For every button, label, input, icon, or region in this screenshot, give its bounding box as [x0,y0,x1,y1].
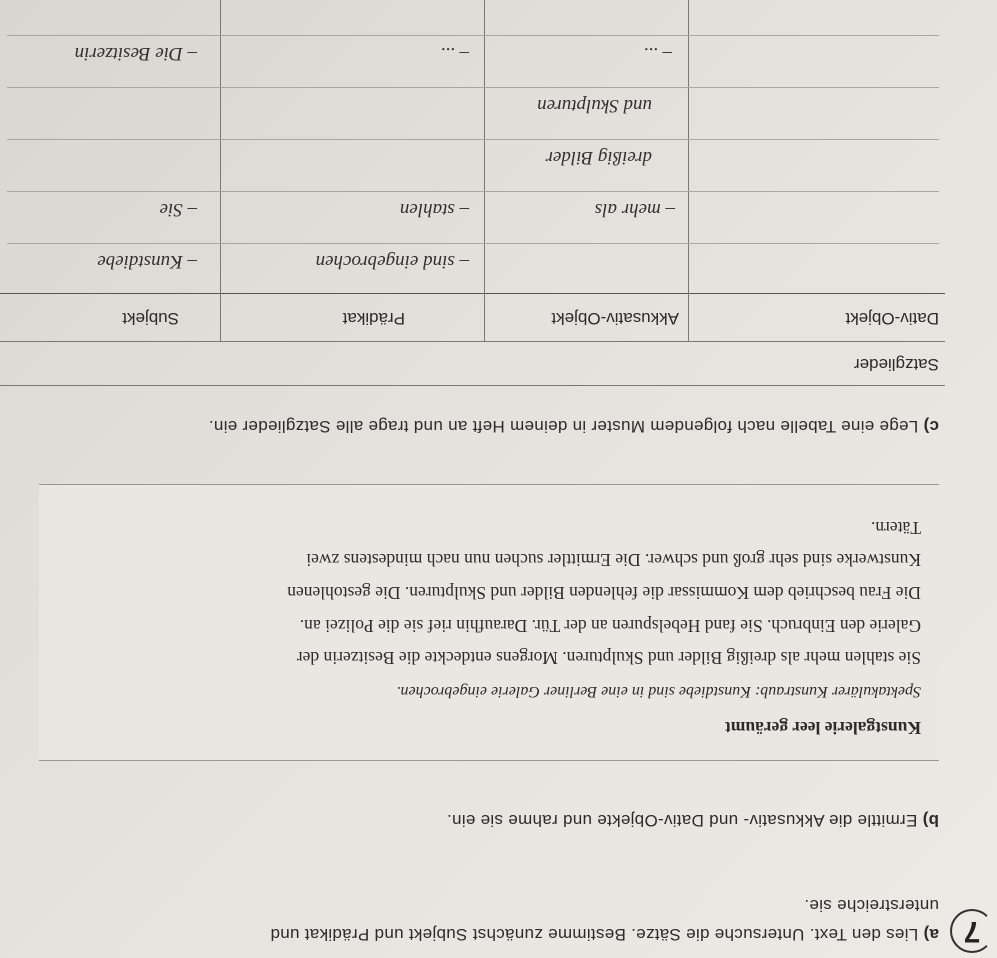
entry-praedikat: – sind eingebrochen [315,251,469,272]
entry-subjekt: – Sie [159,199,197,220]
task-a-text: Lies den Text. Untersuche die Sätze. Bestimme zunächst Subjekt und Prädikat und [270,925,919,944]
task-b-line [447,810,939,830]
writing-line [7,139,939,140]
article-lead: Spektakulärer Kunstraub: Kunstdiebe sind in eine Berliner Galerie eingebrochen. [396,683,921,700]
header-rule [0,293,945,294]
article-line: Tätern. [870,518,921,538]
table-top-rule [0,385,945,386]
entry-akkusativ: – ... [643,43,672,64]
task-b-label: b) [922,811,939,830]
entry-praedikat: – stahlen [399,199,469,220]
entry-akkusativ: – mehr als [594,199,675,220]
task-c-label: c) [923,417,939,436]
entry-akkusativ: dreißig Bilder [545,147,652,168]
task-number-badge: 7 [950,909,994,953]
article-box [39,484,939,761]
article-line: Kunstwerke sind sehr groß und schwer. Die Ermittler suchen nun nach mindestens zwei [306,550,921,570]
header-akkusativ-objekt: Akkusativ-Objekt [551,309,679,328]
writing-line [7,191,939,192]
article-line: Die Frau beschrieb dem Kommissar die fehlenden Bilder und Skulpturen. Die gestohlenen [287,583,921,603]
writing-line [7,35,939,36]
entry-subjekt: – Die Besitzerin [74,43,197,64]
header-subjekt: Subjekt [122,309,179,328]
writing-line [7,243,939,244]
entry-subjekt: – Kunstdiebe [97,251,197,272]
column-divider [220,0,221,342]
header-dativ-objekt: Dativ-Objekt [845,309,939,328]
writing-line [7,87,939,88]
article-title: Kunstgalerie leer geräumt [724,718,921,738]
task-a-line2: unterstreiche sie. [804,896,939,915]
task-a-line1 [270,924,939,944]
article-line: Sie stahlen mehr als dreißig Bilder und Skulpturen. Morgens entdeckte die Besitzerin der [296,648,921,668]
task-c-line [209,416,939,436]
entry-akkusativ: und Skulpturen [537,95,652,116]
header-praedikat: Prädikat [342,309,405,328]
column-divider [484,0,485,342]
table-caption-rule [0,341,945,342]
article-line: Galerie den Einbruch. Sie fand Hebelspuren an der Tür. Daraufhin rief sie die Polizei an. [299,616,921,636]
task-b-text: Ermittle die Akkusativ- und Dativ-Objekte und rahme sie ein. [446,811,918,830]
task-a-label: a) [923,925,939,944]
table-caption: Satzglieder [853,355,939,374]
column-divider [688,0,689,342]
entry-praedikat: – ... [440,43,469,64]
task-c-text: Lege eine Tabelle nach folgendem Muster in deinem Heft an und trage alle Satzglieder ein. [208,417,919,436]
